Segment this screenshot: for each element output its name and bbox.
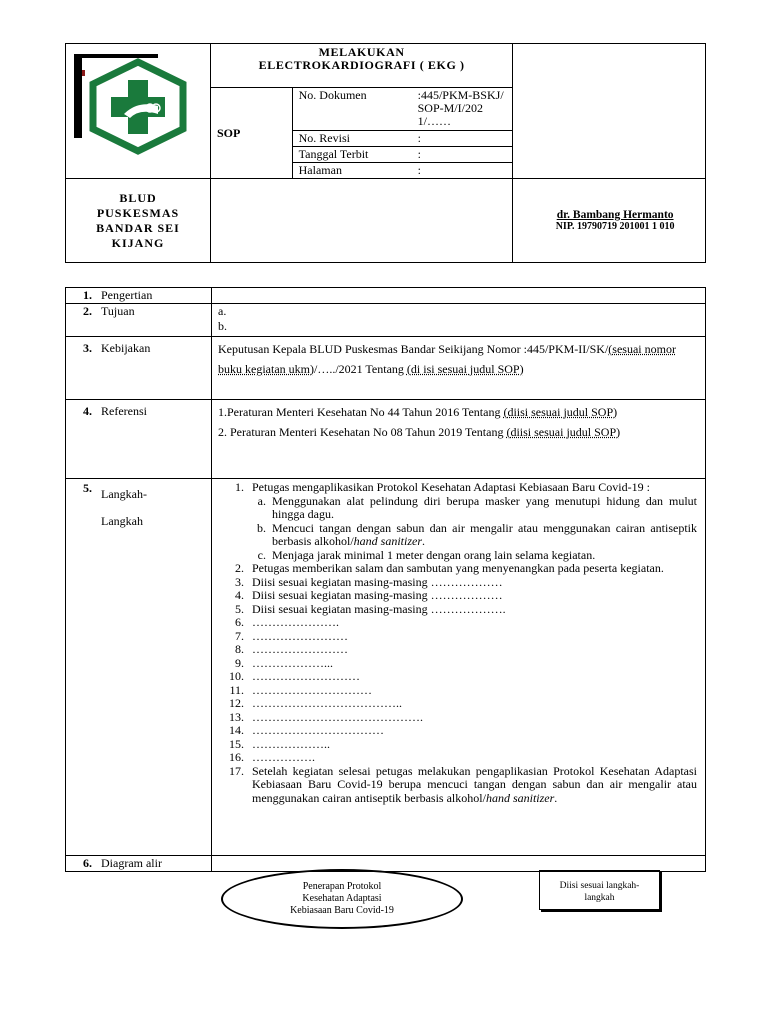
section-content <box>212 400 706 479</box>
procedure-steps <box>212 479 706 856</box>
flow-ellipse-line: Kebiasaan Baru Covid-19 <box>290 905 394 916</box>
step-item: 9. ………………... <box>235 655 333 670</box>
step-item: 14. …………………………… <box>229 723 384 737</box>
flow-ellipse-line: Penerapan Protokol <box>302 881 382 892</box>
reference-text: 2. Peraturan Menteri Kesehatan No 08 Tahun 2019 Tentang <box>218 425 507 439</box>
step-item: 11. ………………………… <box>229 682 372 697</box>
doc-number-value: :445/PKM-BSKJ/SOP-M/I/2021/…… <box>416 88 513 131</box>
policy-placeholder: (sesuai nomor buku kegiatan ukm) <box>218 342 676 376</box>
title-line-1: MELAKUKAN <box>318 45 405 59</box>
signer-nip: NIP. 19790719 201001 1 010 <box>555 221 675 232</box>
policy-text: Keputusan Kepala BLUD Puskesmas Bandar Seikijang Nomor :445/PKM-II/SK/ <box>218 342 609 356</box>
section-number: 4. <box>66 400 96 479</box>
section-label <box>95 479 212 856</box>
blank-middle-cell <box>211 179 513 263</box>
sop-header-table <box>65 43 706 263</box>
page-value: : <box>417 163 421 177</box>
step-item: 13. ……………………………………. <box>229 709 423 724</box>
issue-date-key: Tanggal Terbit <box>293 147 416 163</box>
section-number: 6. <box>66 856 96 872</box>
section-content <box>212 304 706 337</box>
step-item: 12. ……………………………….. <box>229 696 402 710</box>
section-label-line: Langkah <box>101 514 143 528</box>
doc-number-row <box>293 88 513 131</box>
page-key: Halaman <box>298 163 342 177</box>
org-line-4: KIJANG <box>111 235 165 250</box>
step-item: 3. Diisi sesuai kegiatan masing-masing ……………… <box>235 574 503 589</box>
logo-cell <box>66 44 211 179</box>
section-row-kebijakan <box>66 337 706 400</box>
section-number: 3. <box>66 337 96 400</box>
title-line-2: ELECTROKARDIOGRAFI ( EKG ) <box>258 58 465 72</box>
revision-value: : <box>416 131 513 147</box>
step-item: 7. …………………… <box>235 628 348 643</box>
step-item: 2. Petugas memberikan salam dan sambutan yang menyenangkan pada peserta kegiatan. <box>235 561 664 575</box>
flow-start-ellipse <box>221 869 463 929</box>
step-item: 17. Setelah kegiatan selesai petugas melakukan pengaplikasian Protokol Kesehatan Adaptasi Kebiasaan Baru Covid-19 berupa mencuci tangan dengan sabun dan air mengalir atau menggunakan cairan antiseptik berbasis alkohol/hand sanitizer. <box>229 763 697 805</box>
step-item: 6. …………………. <box>235 615 339 629</box>
flow-step-box <box>539 870 660 910</box>
step-item: 8. …………………… <box>235 642 348 656</box>
blank-corner-cell <box>513 44 706 179</box>
sub-step-item: b. Mencuci tangan dengan sabun dan air mengalir atau menggunakan cairan antiseptik berbasis alkohol/hand sanitizer. <box>257 520 697 548</box>
section-label: Kebijakan <box>95 337 212 400</box>
section-label: Pengertian <box>95 288 212 304</box>
goal-item: b. <box>218 319 227 333</box>
organization-name <box>66 179 211 263</box>
sop-label: SOP <box>211 88 293 179</box>
section-row-langkah <box>66 479 706 856</box>
flow-box-line: langkah <box>584 893 615 903</box>
reference-item <box>218 402 699 422</box>
section-number: 5. <box>66 479 96 856</box>
org-line-1: BLUD <box>119 190 157 205</box>
reference-placeholder: (diisi sesuai judul SOP) <box>503 405 618 419</box>
puskesmas-logo-icon <box>66 44 210 174</box>
section-content <box>212 288 706 304</box>
sub-step-item: c. Menjaga jarak minimal 1 meter dengan orang lain selama kegiatan. <box>257 547 596 562</box>
goal-item: a. <box>218 304 227 318</box>
sop-title <box>211 44 513 88</box>
step-item: 16. ……………. <box>229 750 315 764</box>
section-row-tujuan <box>66 304 706 337</box>
step-item: 1. Petugas mengaplikasikan Protokol Kesehatan Adaptasi Kebiasaan Baru Covid-19 : <box>235 480 650 494</box>
section-number: 2. <box>66 304 96 337</box>
org-line-2: PUSKESMAS <box>96 205 180 220</box>
sub-steps <box>216 495 697 563</box>
flow-ellipse-line: Kesehatan Adaptasi <box>302 893 382 904</box>
sop-content-table <box>65 287 706 872</box>
reference-text: 1.Peraturan Menteri Kesehatan No 44 Tahun 2016 Tentang <box>218 405 504 419</box>
section-row-pengertian <box>66 288 706 304</box>
policy-text: /…../2021 Tentang <box>313 362 407 376</box>
issue-date-row <box>293 147 513 163</box>
doc-number-key: No. Dokumen <box>293 88 416 131</box>
reference-item <box>218 422 699 442</box>
doc-info-cell <box>292 88 513 179</box>
section-row-referensi <box>66 400 706 479</box>
step-item: 10. ……………………… <box>229 669 360 683</box>
steps-list <box>216 481 697 805</box>
section-label-line: Langkah- <box>101 487 147 501</box>
doc-info-table <box>293 88 513 178</box>
revision-row <box>293 131 513 147</box>
page-row <box>293 163 513 179</box>
section-label: Diagram alir <box>95 856 212 872</box>
section-content <box>212 337 706 400</box>
step-item: 5. Diisi sesuai kegiatan masing-masing ………………. <box>235 601 506 616</box>
org-line-3: BANDAR SEI <box>96 220 180 235</box>
signature-block <box>513 179 706 263</box>
revision-key: No. Revisi <box>293 131 416 147</box>
section-number: 1. <box>66 288 96 304</box>
sub-steps-list <box>244 495 697 563</box>
step-item: 15. ……………….. <box>229 736 330 751</box>
issue-date-value: : <box>416 147 513 163</box>
sub-step-item: a. Menggunakan alat pelindung diri berupa masker yang menutupi hidung dan mulut hingga dagu. <box>257 493 697 521</box>
section-label: Tujuan <box>95 304 212 337</box>
section-label: Referensi <box>95 400 212 479</box>
reference-placeholder: (diisi sesuai judul SOP) <box>506 425 621 439</box>
step-item: 4. Diisi sesuai kegiatan masing-masing ……………… <box>235 588 503 602</box>
policy-placeholder: (di isi sesuai judul SOP) <box>406 362 524 376</box>
signer-name: dr. Bambang Hermanto <box>556 209 674 221</box>
flow-box-line: Diisi sesuai langkah- <box>559 881 640 891</box>
